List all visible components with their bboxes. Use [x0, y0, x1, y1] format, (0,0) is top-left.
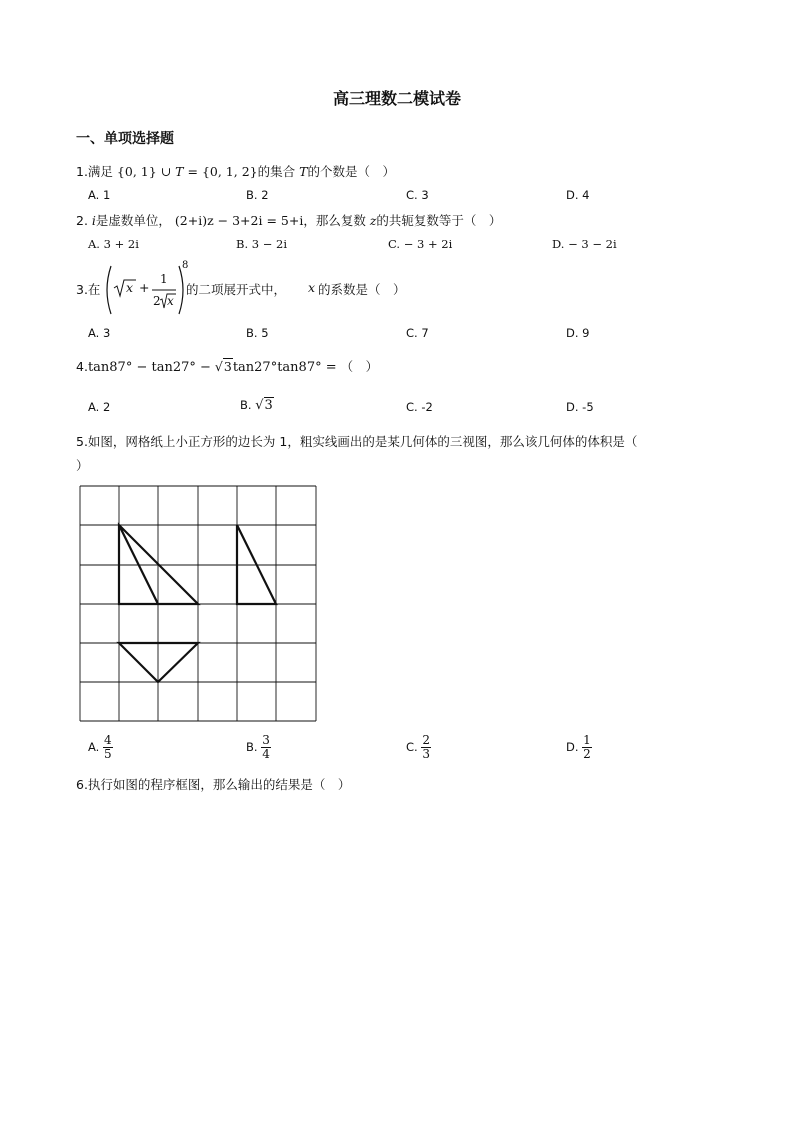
- q5-option-b[interactable]: B. $\frac{3}{4}$: [246, 733, 270, 761]
- q4-prefix: 4.: [76, 359, 88, 374]
- q4-suffix: （ ）: [340, 359, 379, 374]
- q4-option-a[interactable]: A. 2: [88, 400, 111, 414]
- q3-prefix: 3.在: [76, 282, 101, 297]
- q1-T2: T: [299, 164, 308, 179]
- q5-option-d[interactable]: D. $\frac{1}{2}$: [566, 733, 591, 761]
- question-6: 6.执行如图的程序框图，那么输出的结果是（ ）: [76, 777, 351, 792]
- top-view-shape: [119, 643, 198, 682]
- q1-T: T: [175, 164, 184, 179]
- question-1: [76, 162, 395, 180]
- q3-sqrt-x: x: [126, 280, 134, 295]
- q2-option-d[interactable]: D. − 3 − 2i: [552, 237, 617, 251]
- q3-option-a[interactable]: A. 3: [88, 326, 111, 340]
- q3-denominator-coef: 2: [153, 294, 161, 308]
- q1-suffix: 的个数是（ ）: [307, 164, 395, 179]
- q1-option-c[interactable]: C. 3: [406, 188, 429, 202]
- q3-text1: 的二项展开式中，: [186, 282, 287, 297]
- q3-option-b[interactable]: B. 5: [246, 326, 269, 340]
- q4-option-c[interactable]: C. -2: [406, 400, 433, 414]
- q2-option-a[interactable]: A. 3 + 2i: [88, 237, 139, 251]
- q2-text3: 的共轭复数等于（ ）: [376, 213, 502, 228]
- q2-option-c[interactable]: C. − 3 + 2i: [388, 237, 453, 251]
- q2-prefix: 2.: [76, 213, 88, 228]
- q3-power: 8: [182, 260, 189, 271]
- q3-option-c[interactable]: C. 7: [406, 326, 429, 340]
- section-heading: 一、单项选择题: [76, 131, 174, 147]
- question-4: [76, 357, 378, 375]
- side-view-shape: [237, 525, 276, 604]
- q2-option-b[interactable]: B. 3 − 2i: [236, 237, 288, 251]
- front-view-shape: [119, 525, 198, 604]
- question-5-line2: ）: [76, 458, 89, 473]
- q2-text1: 是虚数单位，: [95, 213, 171, 228]
- q5-option-c[interactable]: C. $\frac{2}{3}$: [406, 733, 430, 761]
- q4-option-b[interactable]: B. √3: [240, 398, 273, 413]
- q2-expr: (2+i)z − 3+2i = 5+i: [174, 213, 304, 228]
- q4-expr1: tan87° − tan27° −: [87, 360, 211, 375]
- q3-option-d[interactable]: D. 9: [566, 326, 590, 340]
- q1-option-a[interactable]: A. 1: [88, 188, 111, 202]
- q3-x: x: [308, 280, 316, 295]
- q1-option-d[interactable]: D. 4: [566, 188, 590, 202]
- q5-option-a[interactable]: A. $\frac{4}{5}$: [88, 733, 112, 761]
- q4-option-d[interactable]: D. -5: [566, 400, 594, 414]
- q1-prefix: 1.满足: [76, 164, 113, 179]
- q1-mid: 的集合: [257, 164, 296, 179]
- q3-text2: 的系数是（ ）: [318, 282, 406, 297]
- q1-cup: ∪: [160, 164, 172, 179]
- q3-numerator: 1: [160, 272, 168, 286]
- q3-denominator-x: x: [167, 294, 174, 308]
- q2-i: i: [91, 213, 96, 228]
- q4-sqrt: √3: [214, 359, 232, 374]
- page-title: 高三理数二模试卷: [332, 89, 461, 108]
- q2-text2: ，那么复数: [303, 213, 366, 228]
- q2-z: z: [369, 213, 377, 228]
- q4-expr2: tan27°tan87° =: [232, 360, 337, 375]
- q1-eq: =: [187, 164, 198, 179]
- question-2: [76, 211, 501, 229]
- q3-plus: +: [139, 280, 150, 295]
- question-5-line1: 5.如图，网格纸上小正方形的边长为 1，粗实线画出的是某几何体的三视图，那么该几何体的体积是（: [76, 434, 638, 449]
- q1-set2: {0, 1, 2}: [201, 164, 258, 179]
- q1-set1: {0, 1}: [116, 164, 157, 179]
- q1-option-b[interactable]: B. 2: [246, 188, 269, 202]
- three-view-grid-figure: [79, 485, 319, 723]
